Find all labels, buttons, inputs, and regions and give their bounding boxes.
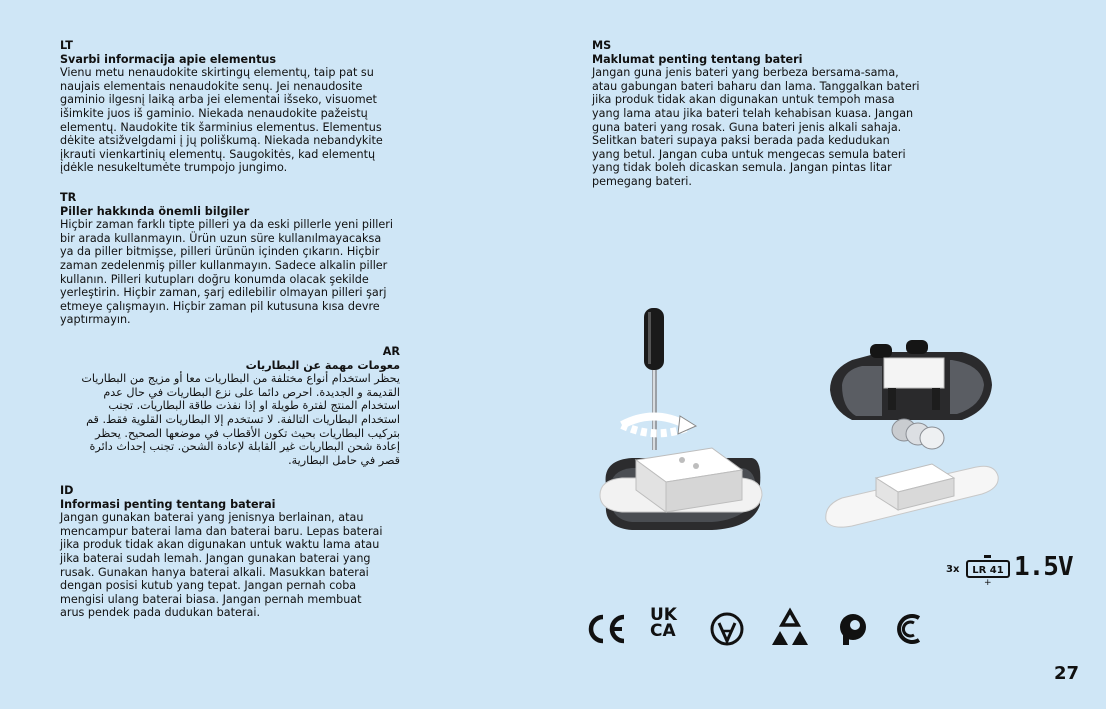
section-body: Vienu metu nenaudokite skirtingų elementų, taip pat su naujais elementais nenaudokite senų. Jei nenaudosite gaminio ilgesnį laiką arba jei elementai išseko, visuomet išimkite juos iš gaminio. Niekada nenaudokite pažeistų elementų. Naudokite tik šarminius elementus. Elementus dėkite atsižvelgdami į jų poliškumą. Niekada nebandykite įkrauti vienkartinių elementų. Saugokitės, kad elementų įdėkle nesukeltumėte trumpojo jungimo. [60, 66, 383, 175]
c-mark-icon [892, 607, 926, 651]
section-heading: Svarbi informacija apie elementus [60, 52, 277, 66]
section-body: Hiçbir zaman farklı tipte pilleri ya da eski pillerle yeni pilleri bir arada kullanmayın. Ürün uzun süre kullanılmayacaksa ya da piller bitmişse, pilleri ürünün içinden çıkarın. Hiçbir zaman zedelenmiş piller kullanmayın. Sadece alkalin piller kullanın. Pilleri kutupları doğru konumda olacak şekilde yerleştirin. Hiçbir zaman, şarj edilebilir olmayan pilleri şarj etmeye çalışmayın. Hiçbir zaman pil kutusuna kısa devre yaptırmayın. [60, 218, 393, 327]
battery-terminal-icon [984, 555, 991, 558]
screwdriver-battery-case-icon [592, 300, 770, 550]
ukca-bottom-text: CA [650, 621, 676, 641]
battery-specification [946, 548, 1073, 588]
battery-type: LR 41 [966, 560, 1010, 578]
recycle-p-mark-icon [836, 607, 870, 651]
ukca-top-text: UK [650, 605, 677, 625]
battery-insertion-icon [822, 330, 1002, 540]
eac-mark-icon [709, 607, 745, 651]
battery-plus-sign: + [984, 578, 992, 588]
section-body: Jangan gunakan baterai yang jenisnya berlainan, atau mencampur baterai lama dan baterai baru. Lepas baterai jika produk tidak akan digunakan untuk waktu lama atau jika baterai sudah lemah. Jangan gunakan baterai yang rusak. Gunakan hanya baterai alkali. Masukkan baterai dengan posisi kutub yang tepat. Jangan pernah coba mengisi ulang baterai biasa. Jangan pernah membuat arus pendek pada dudukan baterai. [60, 511, 383, 620]
section-heading: Maklumat penting tentang bateri [592, 52, 803, 66]
section-heading: Informasi penting tentang baterai [60, 497, 276, 511]
section-body: يحظر استخدام أنواع مختلفة من البطاريات معا أو مزيج من البطاريات القديمة و الجديدة. احرص دائما على نزع البطاريات في حال عدم استخدام المنتج لفترة طويلة او إذا نفذت طاقة البطاريات. تجنب استخدام البطاريات التالفة. لا تستخدم إلا البطاريات القلوية فقط. قم بتركيب البطاريات بحيث تكون الأقطاب في موضعها الصحيح. يحظر إعادة شحن البطاريات غير القابلة لإعادة الشحن. تجنب إحداث دائرة قصر في حامل البطارية. [81, 372, 400, 467]
section-ms [592, 39, 952, 189]
triangle-a-mark-icon [769, 607, 811, 651]
ce-mark-icon [584, 607, 628, 651]
ukca-mark-icon [650, 607, 684, 651]
section-body: Jangan guna jenis bateri yang berbeza bersama-sama, atau gabungan bateri baharu dan lama. Tanggalkan bateri jika produk tidak akan digunakan untuk tempoh masa yang lama atau jika bateri telah kehabisan kuasa. Jangan guna bateri yang rosak. Guna bateri jenis alkali sahaja. Selitkan bateri supaya paksi berada pada kedudukan yang betul. Jangan cuba untuk mengecas semula bateri yang tidak boleh dicaskan semula. Jangan pintas litar pemegang bateri. [592, 66, 920, 188]
section-code: ID [60, 484, 74, 497]
section-code: MS [592, 39, 612, 52]
section-heading: معومات مهمة عن البطاريات [245, 358, 400, 372]
section-ar [60, 345, 400, 467]
section-code: LT [60, 39, 73, 52]
page-number: 27 [1054, 663, 1080, 684]
section-code: TR [60, 191, 77, 204]
battery-quantity: 3x [946, 564, 960, 575]
section-lt [60, 39, 410, 175]
section-tr [60, 191, 410, 327]
section-id [60, 484, 410, 620]
section-code: AR [382, 345, 400, 358]
battery-voltage: 1.5V [1014, 552, 1073, 582]
section-heading: Piller hakkında önemli bilgiler [60, 204, 250, 218]
